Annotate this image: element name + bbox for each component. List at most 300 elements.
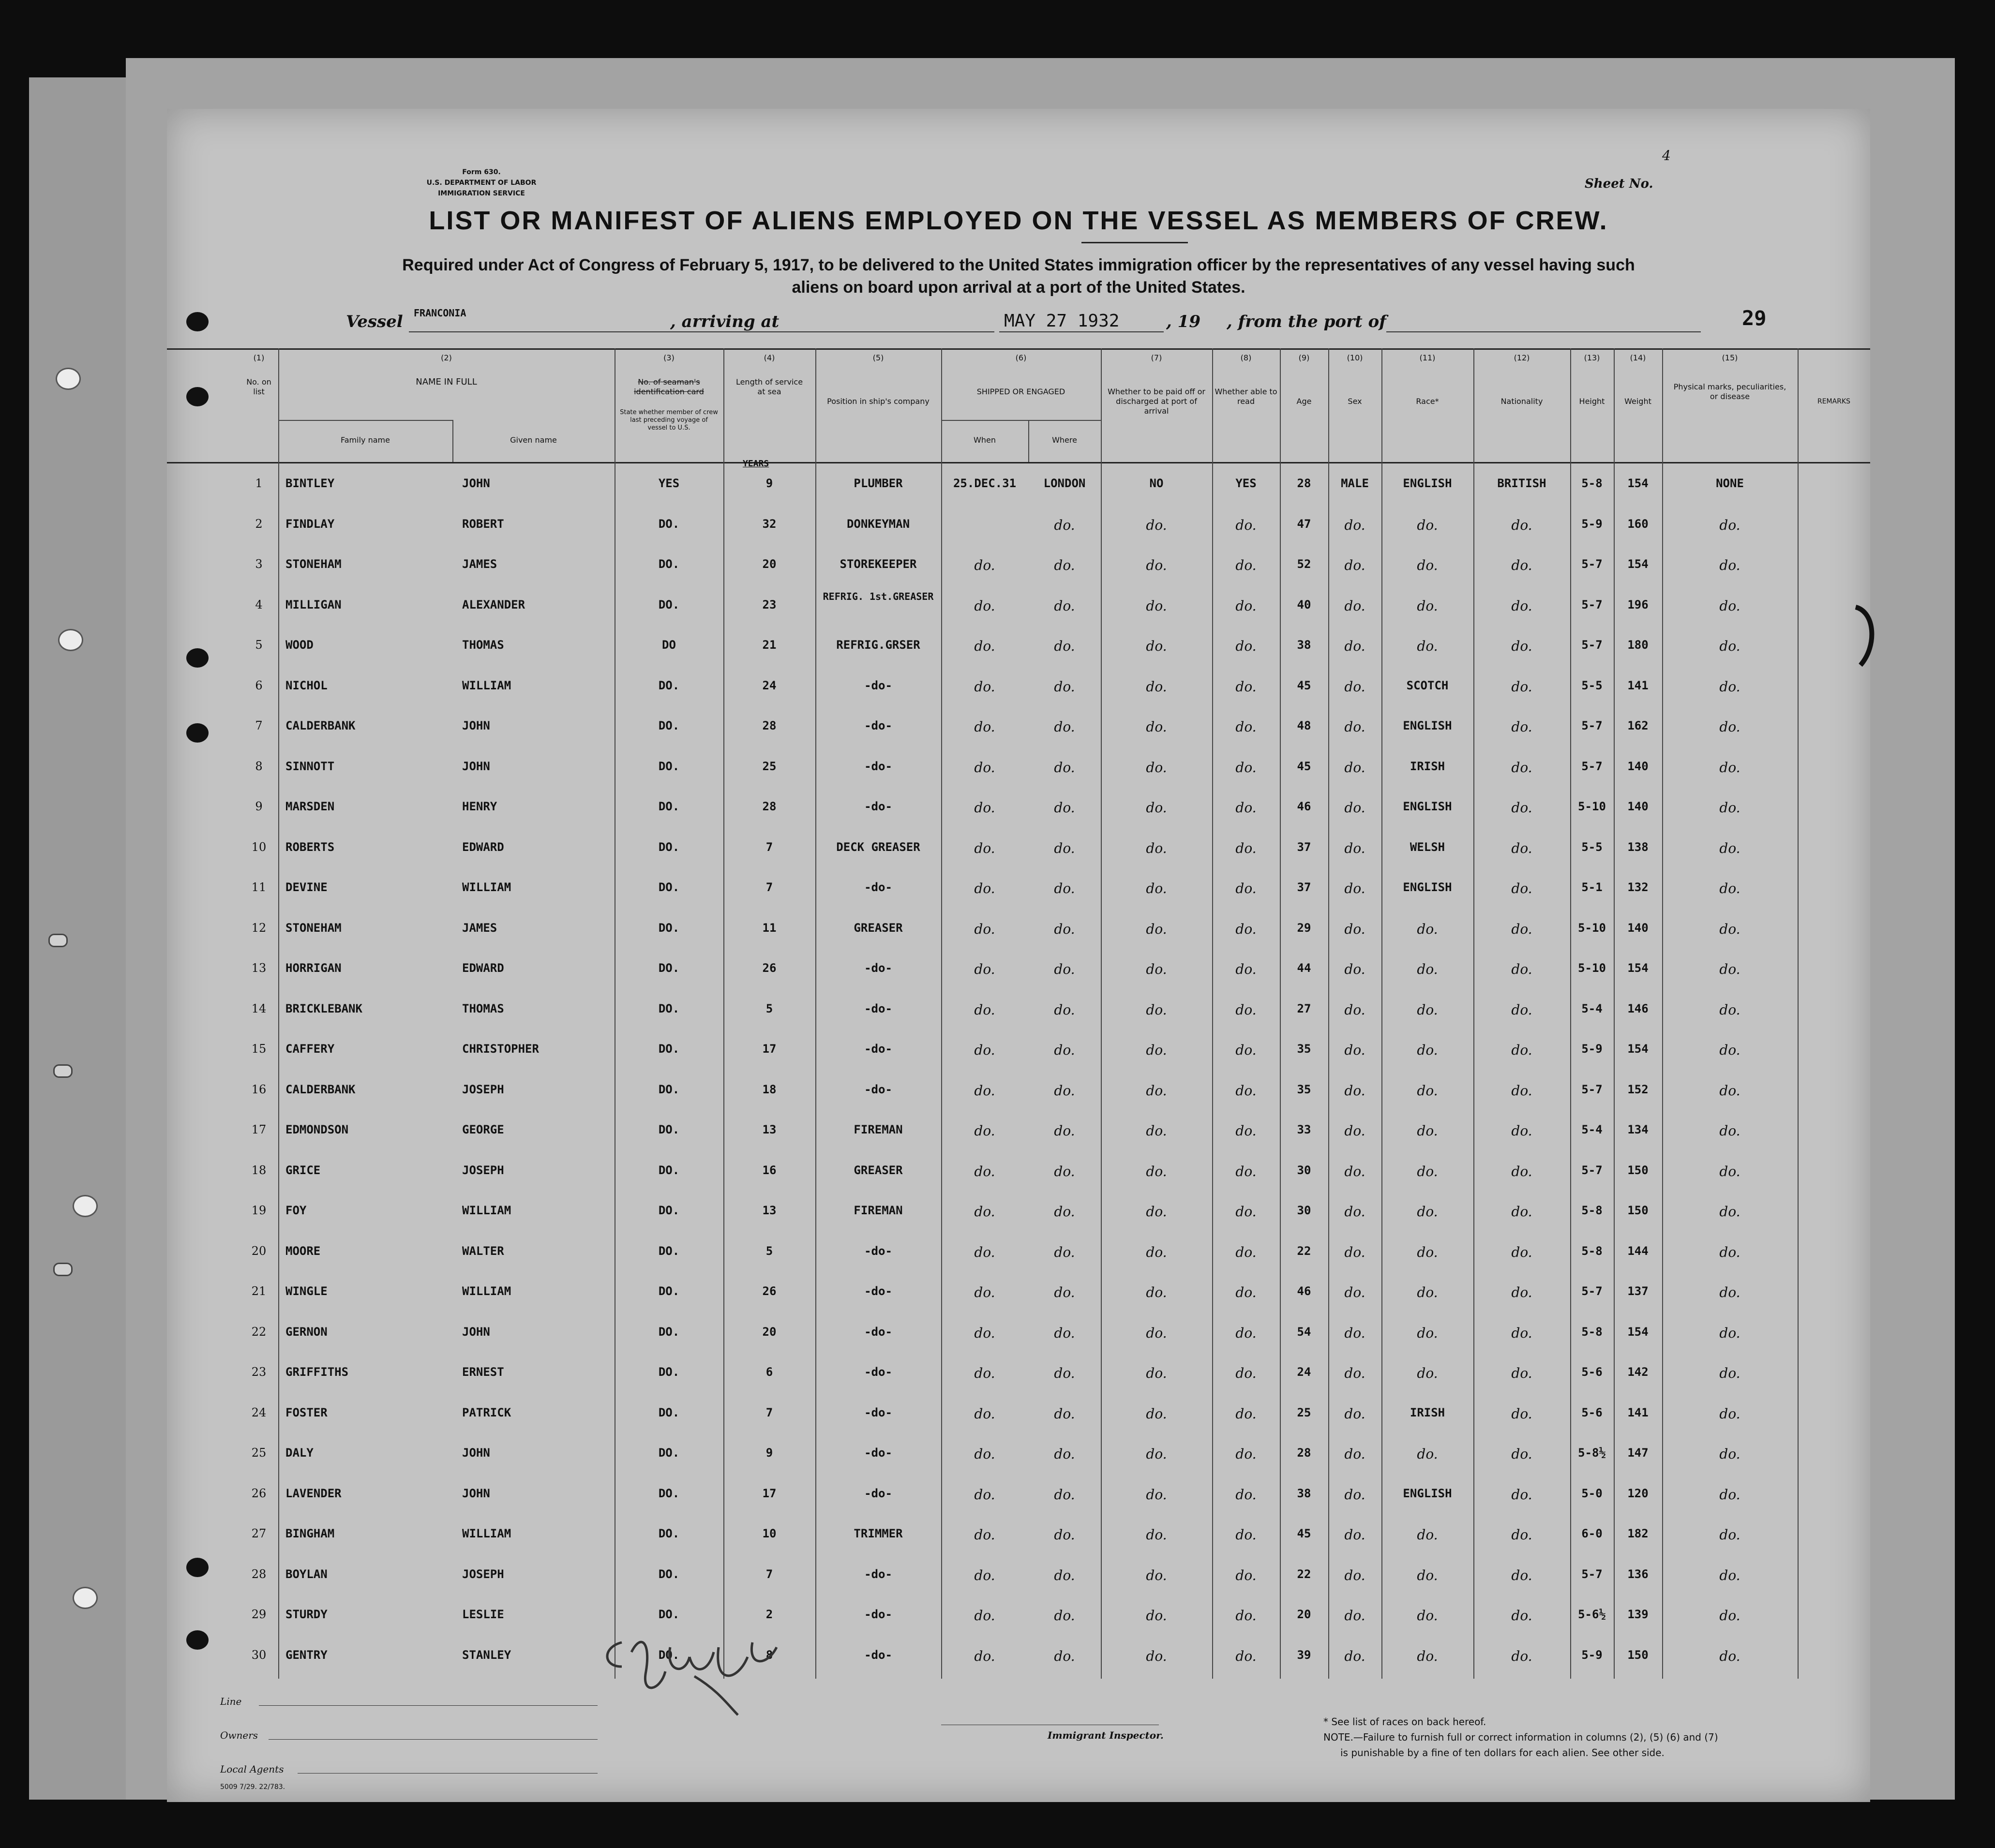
cell-where: do.	[1054, 1123, 1075, 1139]
cell-sex: do.	[1344, 800, 1365, 816]
cell-nat: do.	[1511, 1163, 1532, 1179]
table-row	[167, 512, 1870, 548]
races-note: * See list of races on back hereof.	[1323, 1716, 1486, 1728]
cell-paid: do.	[1146, 1486, 1167, 1503]
cell-prev: DO.	[658, 1567, 680, 1581]
cell-weight: 141	[1627, 678, 1649, 692]
cell-family: SINNOTT	[285, 759, 335, 773]
cell-weight: 182	[1627, 1527, 1649, 1540]
cell-no: 28	[251, 1567, 267, 1581]
cell-nat: do.	[1511, 1123, 1532, 1139]
cell-nat: do.	[1511, 921, 1532, 937]
cell-marks: do.	[1719, 1284, 1740, 1300]
cell-when: do.	[974, 1608, 995, 1624]
table-row	[167, 1441, 1870, 1477]
cell-prev: DO.	[658, 557, 680, 571]
cell-paid: do.	[1146, 1446, 1167, 1462]
cell-sex: do.	[1344, 719, 1365, 735]
clip-ring	[53, 1064, 73, 1078]
cell-paid: do.	[1146, 1325, 1167, 1341]
table-row	[167, 956, 1870, 992]
cell-family: CALDERBANK	[285, 1082, 356, 1096]
cell-when: do.	[974, 921, 995, 937]
cell-where: do.	[1054, 1405, 1075, 1422]
cell-service: 6	[765, 1365, 773, 1379]
col-num-5: (5)	[872, 353, 884, 362]
cell-read: do.	[1235, 921, 1257, 937]
cell-family: DALY	[285, 1446, 314, 1460]
cell-prev: DO.	[658, 921, 680, 935]
cell-position: -do-	[864, 1325, 892, 1339]
table-row	[167, 1482, 1870, 1518]
cell-family: FINDLAY	[285, 517, 335, 531]
cell-when: do.	[974, 1325, 995, 1341]
cell-age: 20	[1297, 1608, 1311, 1621]
cell-race: do.	[1417, 1446, 1438, 1462]
cell-when: do.	[974, 1244, 995, 1260]
cell-service: 18	[762, 1082, 777, 1096]
col-header-when: When	[974, 435, 996, 445]
cell-race: do.	[1417, 1042, 1438, 1058]
cell-prev: DO.	[658, 1284, 680, 1298]
service-name: IMMIGRATION SERVICE	[438, 190, 525, 197]
cell-nat: do.	[1511, 1244, 1532, 1260]
cell-where: do.	[1054, 921, 1075, 937]
table-row	[167, 755, 1870, 790]
cell-where: do.	[1054, 638, 1075, 654]
cell-nat: do.	[1511, 1446, 1532, 1462]
cell-read: do.	[1235, 1042, 1257, 1058]
cell-position: REFRIG.GRSER	[836, 638, 920, 652]
cell-read: do.	[1235, 638, 1257, 654]
cell-paid: do.	[1146, 1082, 1167, 1099]
vessel-name: FRANCONIA	[414, 307, 466, 319]
cell-weight: 150	[1627, 1163, 1649, 1177]
cell-family: LAVENDER	[285, 1486, 342, 1500]
cell-service: 10	[762, 1527, 777, 1540]
cell-marks: do.	[1719, 1001, 1740, 1018]
cell-prev: DO.	[658, 759, 680, 773]
cell-service: 5	[765, 1244, 773, 1258]
cell-given: WILLIAM	[462, 1284, 511, 1298]
col-num-3: (3)	[663, 353, 675, 362]
cell-paid: do.	[1146, 597, 1167, 614]
cell-height: 5-5	[1581, 840, 1603, 854]
cell-age: 33	[1297, 1123, 1311, 1136]
cell-service: 5	[765, 1001, 773, 1015]
col-header-where: Where	[1052, 435, 1077, 445]
cell-position: STOREKEEPER	[840, 557, 917, 571]
cell-height: 5-7	[1581, 1284, 1603, 1298]
cell-height: 5-9	[1581, 1042, 1603, 1056]
cell-race: ENGLISH	[1403, 880, 1452, 894]
col-header-seaman-card: No. of seaman's identification card	[634, 377, 704, 396]
cell-service: 9	[765, 1446, 773, 1460]
cell-given: WILLIAM	[462, 678, 511, 692]
cell-where: do.	[1054, 557, 1075, 573]
col-header-physical: Physical marks, peculiarities, or disease	[1673, 382, 1786, 401]
cell-sex: do.	[1344, 638, 1365, 654]
cell-position: -do-	[864, 1608, 892, 1621]
cell-service: 11	[762, 921, 777, 935]
cell-age: 28	[1297, 477, 1311, 490]
cell-age: 52	[1297, 557, 1311, 571]
cell-nat: do.	[1511, 1527, 1532, 1543]
cell-nat: do.	[1511, 961, 1532, 977]
form-identifier	[356, 167, 607, 199]
cell-marks: do.	[1719, 1163, 1740, 1179]
col-num-7: (7)	[1151, 353, 1162, 362]
table-row	[167, 1643, 1870, 1679]
col-header-sex: Sex	[1348, 397, 1362, 406]
col-header-height: Height	[1579, 397, 1605, 406]
cell-age: 45	[1297, 1527, 1311, 1540]
cell-where: do.	[1054, 1527, 1075, 1543]
cell-where: do.	[1054, 597, 1075, 614]
cell-no: 23	[251, 1365, 267, 1379]
cell-nat: do.	[1511, 678, 1532, 695]
cell-family: CALDERBANK	[285, 719, 356, 732]
cell-read: do.	[1235, 1486, 1257, 1503]
cell-sex: do.	[1344, 557, 1365, 573]
cell-prev: DO.	[658, 1204, 680, 1217]
cell-where: do.	[1054, 1608, 1075, 1624]
cell-no: 25	[251, 1446, 267, 1460]
cell-weight: 139	[1627, 1608, 1649, 1621]
cell-no: 26	[251, 1486, 267, 1500]
cell-no: 11	[251, 880, 267, 894]
cell-no: 29	[251, 1608, 267, 1621]
table-row	[167, 876, 1870, 911]
binder-hole	[58, 629, 83, 651]
cell-position: -do-	[864, 1042, 892, 1056]
cell-sex: do.	[1344, 678, 1365, 695]
cell-marks: do.	[1719, 1082, 1740, 1099]
cell-weight: 134	[1627, 1123, 1649, 1136]
cell-where: do.	[1054, 719, 1075, 735]
cell-position: -do-	[864, 1082, 892, 1096]
cell-marks: do.	[1719, 678, 1740, 695]
cell-prev: DO.	[658, 1042, 680, 1056]
cell-sex: do.	[1344, 1648, 1365, 1664]
cell-age: 54	[1297, 1325, 1311, 1339]
cell-height: 5-7	[1581, 759, 1603, 773]
cell-height: 5-4	[1581, 1001, 1603, 1015]
cell-height: 5-8	[1581, 1325, 1603, 1339]
cell-sex: do.	[1344, 1082, 1365, 1099]
cell-height: 5-9	[1581, 1648, 1603, 1662]
cell-given: GEORGE	[462, 1123, 504, 1136]
cell-weight: 120	[1627, 1486, 1649, 1500]
cell-family: FOY	[285, 1204, 307, 1217]
cell-given: THOMAS	[462, 638, 504, 652]
cell-height: 5-7	[1581, 1082, 1603, 1096]
cell-no: 20	[251, 1244, 267, 1258]
cell-no: 30	[251, 1648, 267, 1662]
cell-given: HENRY	[462, 800, 497, 813]
cell-position: -do-	[864, 719, 892, 732]
line-underline	[259, 1705, 598, 1706]
cell-age: 27	[1297, 1001, 1311, 1015]
cell-no: 8	[255, 759, 263, 773]
cell-prev: DO.	[658, 1082, 680, 1096]
cell-given: EDWARD	[462, 840, 504, 854]
cell-no: 16	[251, 1082, 267, 1096]
cell-read: do.	[1235, 557, 1257, 573]
cell-when: do.	[974, 1042, 995, 1058]
cell-nat: do.	[1511, 880, 1532, 896]
cell-race: do.	[1417, 961, 1438, 977]
cell-read: do.	[1235, 840, 1257, 856]
cell-when: do.	[974, 1405, 995, 1422]
cell-age: 22	[1297, 1244, 1311, 1258]
cell-sex: do.	[1344, 597, 1365, 614]
cell-position: TRIMMER	[854, 1527, 903, 1540]
cell-paid: do.	[1146, 1204, 1167, 1220]
col-num-1: (1)	[253, 353, 265, 362]
cell-prev: DO.	[658, 880, 680, 894]
cell-service: 32	[762, 517, 777, 531]
cell-marks: do.	[1719, 597, 1740, 614]
cell-race: do.	[1417, 1082, 1438, 1099]
cell-sex: do.	[1344, 921, 1365, 937]
cell-race: do.	[1417, 1608, 1438, 1624]
cell-paid: do.	[1146, 1163, 1167, 1179]
cell-where: do.	[1054, 1163, 1075, 1179]
cell-paid: do.	[1146, 1042, 1167, 1058]
cell-given: JOHN	[462, 1446, 490, 1460]
cell-family: MOORE	[285, 1244, 321, 1258]
cell-given: LESLIE	[462, 1608, 504, 1621]
cell-race: IRISH	[1410, 1405, 1445, 1419]
cell-no: 7	[255, 719, 263, 732]
cell-service: 28	[762, 719, 777, 732]
col-header-name: NAME IN FULL	[416, 377, 477, 387]
cell-given: JOSEPH	[462, 1567, 504, 1581]
cell-read: do.	[1235, 1527, 1257, 1543]
cell-read: do.	[1235, 1325, 1257, 1341]
cell-weight: 136	[1627, 1567, 1649, 1581]
cell-paid: do.	[1146, 840, 1167, 856]
cell-no: 2	[255, 517, 263, 531]
binder-ring	[1851, 602, 1880, 670]
cell-prev: DO.	[658, 517, 680, 531]
cell-race: do.	[1417, 1001, 1438, 1018]
cell-service: 26	[762, 961, 777, 975]
cell-read: do.	[1235, 1123, 1257, 1139]
cell-position: -do-	[864, 1001, 892, 1015]
cell-weight: 146	[1627, 1001, 1649, 1015]
cell-marks: do.	[1719, 1567, 1740, 1583]
cell-where: do.	[1054, 961, 1075, 977]
cell-position: -do-	[864, 1446, 892, 1460]
penalty-note-2: is punishable by a fine of ten dollars for each alien. See other side.	[1340, 1747, 1665, 1759]
cell-service: 25	[762, 759, 777, 773]
cell-race: do.	[1417, 597, 1438, 614]
page-title: LIST OR MANIFEST OF ALIENS EMPLOYED ON THE VESSEL AS MEMBERS OF CREW.	[429, 206, 1608, 235]
cell-given: JAMES	[462, 921, 497, 935]
years-label: YEARS	[743, 459, 769, 469]
col-header-nationality: Nationality	[1500, 397, 1543, 406]
table-row	[167, 1320, 1870, 1356]
cell-height: 5-8	[1581, 1204, 1603, 1217]
cell-marks: do.	[1719, 557, 1740, 573]
cell-read: do.	[1235, 597, 1257, 614]
cell-position: -do-	[864, 1365, 892, 1379]
cell-when: do.	[974, 638, 995, 654]
cell-where: do.	[1054, 1446, 1075, 1462]
cell-weight: 142	[1627, 1365, 1649, 1379]
cell-paid: do.	[1146, 1405, 1167, 1422]
cell-prev: DO.	[658, 1608, 680, 1621]
cell-family: CAFFERY	[285, 1042, 335, 1056]
cell-service: 9	[765, 477, 773, 490]
cell-marks: do.	[1719, 719, 1740, 735]
cell-nat: do.	[1511, 517, 1532, 533]
cell-service: 24	[762, 678, 777, 692]
date-underline	[999, 331, 1164, 332]
cell-weight: 141	[1627, 1405, 1649, 1419]
cell-no: 27	[251, 1527, 267, 1540]
cell-read: do.	[1235, 880, 1257, 896]
table-row	[167, 633, 1870, 669]
col-num-10: (10)	[1347, 353, 1363, 362]
col-num-14: (14)	[1630, 353, 1646, 362]
manifest-sheet	[167, 109, 1870, 1802]
cell-race: do.	[1417, 1567, 1438, 1583]
cell-read: YES	[1235, 477, 1257, 490]
cell-when: do.	[974, 800, 995, 816]
cell-prev: DO.	[658, 800, 680, 813]
clip-ring	[53, 1263, 73, 1276]
cell-height: 5-4	[1581, 1123, 1603, 1136]
cell-family: STONEHAM	[285, 557, 342, 571]
cell-height: 5-10	[1578, 800, 1606, 813]
punch-hole	[186, 648, 209, 668]
cell-given: WALTER	[462, 1244, 504, 1258]
cell-when: do.	[974, 1204, 995, 1220]
from-port-label: , from the port of	[1227, 312, 1386, 331]
cell-family: GENTRY	[285, 1648, 328, 1662]
title-rule	[1081, 242, 1188, 243]
col-num-11: (11)	[1419, 353, 1436, 362]
name-subheader-rule	[278, 420, 452, 421]
cell-paid: do.	[1146, 719, 1167, 735]
cell-no: 1	[255, 477, 263, 490]
cell-service: 23	[762, 597, 777, 611]
col-num-2: (2)	[441, 353, 452, 362]
cell-no: 6	[255, 678, 263, 692]
cell-read: do.	[1235, 1001, 1257, 1018]
cell-no: 17	[251, 1123, 267, 1136]
cell-nat: do.	[1511, 1405, 1532, 1422]
cell-marks: do.	[1719, 1446, 1740, 1462]
year-label: , 19	[1166, 312, 1200, 331]
line-label: Line	[220, 1696, 242, 1707]
cell-no: 21	[251, 1284, 267, 1298]
cell-family: FOSTER	[285, 1405, 328, 1419]
cell-age: 25	[1297, 1405, 1311, 1419]
cell-position: GREASER	[854, 921, 903, 935]
cell-no: 13	[251, 961, 267, 975]
cell-height: 5-8	[1581, 1244, 1603, 1258]
binder-hole	[73, 1587, 98, 1609]
cell-paid: do.	[1146, 759, 1167, 775]
cell-where: do.	[1054, 1567, 1075, 1583]
cell-marks: do.	[1719, 1123, 1740, 1139]
cell-sex: do.	[1344, 517, 1365, 533]
cell-service: 13	[762, 1123, 777, 1136]
cell-given: JOHN	[462, 759, 490, 773]
cell-paid: do.	[1146, 1365, 1167, 1381]
page-subtitle	[293, 254, 1744, 298]
port-underline	[1386, 331, 1701, 332]
cell-given: CHRISTOPHER	[462, 1042, 539, 1056]
cell-read: do.	[1235, 800, 1257, 816]
subtitle-line-1: Required under Act of Congress of February 5, 1917, to be delivered to the United States immigration officer by the representatives of any vessel having such	[402, 256, 1635, 274]
cell-family: WINGLE	[285, 1284, 328, 1298]
cell-sex: do.	[1344, 1365, 1365, 1381]
cell-marks: do.	[1719, 800, 1740, 816]
sheet-number-value: 4	[1662, 148, 1671, 164]
cell-family: STONEHAM	[285, 921, 342, 935]
cell-when: do.	[974, 961, 995, 977]
cell-read: do.	[1235, 678, 1257, 695]
cell-sex: do.	[1344, 1325, 1365, 1341]
cell-age: 37	[1297, 880, 1311, 894]
cell-family: HORRIGAN	[285, 961, 342, 975]
cell-race: IRISH	[1410, 759, 1445, 773]
cell-when: do.	[974, 719, 995, 735]
cell-nat: do.	[1511, 597, 1532, 614]
cell-position: -do-	[864, 1486, 892, 1500]
cell-marks: do.	[1719, 1325, 1740, 1341]
cell-prev: DO.	[658, 1446, 680, 1460]
cell-given: ERNEST	[462, 1365, 504, 1379]
cell-sex: do.	[1344, 1284, 1365, 1300]
cell-prev: DO.	[658, 961, 680, 975]
cell-race: do.	[1417, 1527, 1438, 1543]
cell-age: 44	[1297, 961, 1311, 975]
cell-nat: do.	[1511, 759, 1532, 775]
cell-paid: do.	[1146, 1244, 1167, 1260]
cell-race: do.	[1417, 638, 1438, 654]
cell-when: do.	[974, 1123, 995, 1139]
inspector-signature	[593, 1613, 796, 1720]
cell-weight: 147	[1627, 1446, 1649, 1460]
table-row	[167, 1199, 1870, 1235]
cell-sex: do.	[1344, 759, 1365, 775]
form-number: Form 630.	[462, 168, 501, 176]
cell-nat: do.	[1511, 1042, 1532, 1058]
cell-when: do.	[974, 1486, 995, 1503]
cell-where: do.	[1054, 1325, 1075, 1341]
table-row	[167, 552, 1870, 588]
table-row	[167, 1280, 1870, 1315]
cell-family: MARSDEN	[285, 800, 335, 813]
cell-height: 5-7	[1581, 1567, 1603, 1581]
cell-given: JOHN	[462, 1325, 490, 1339]
cell-paid: do.	[1146, 921, 1167, 937]
cell-service: 7	[765, 1405, 773, 1419]
cell-weight: 154	[1627, 1042, 1649, 1056]
cell-marks: do.	[1719, 921, 1740, 937]
cell-given: JAMES	[462, 557, 497, 571]
cell-when: do.	[974, 1648, 995, 1664]
cell-marks: NONE	[1716, 477, 1744, 490]
table-row	[167, 1522, 1870, 1558]
cell-given: JOHN	[462, 719, 490, 732]
